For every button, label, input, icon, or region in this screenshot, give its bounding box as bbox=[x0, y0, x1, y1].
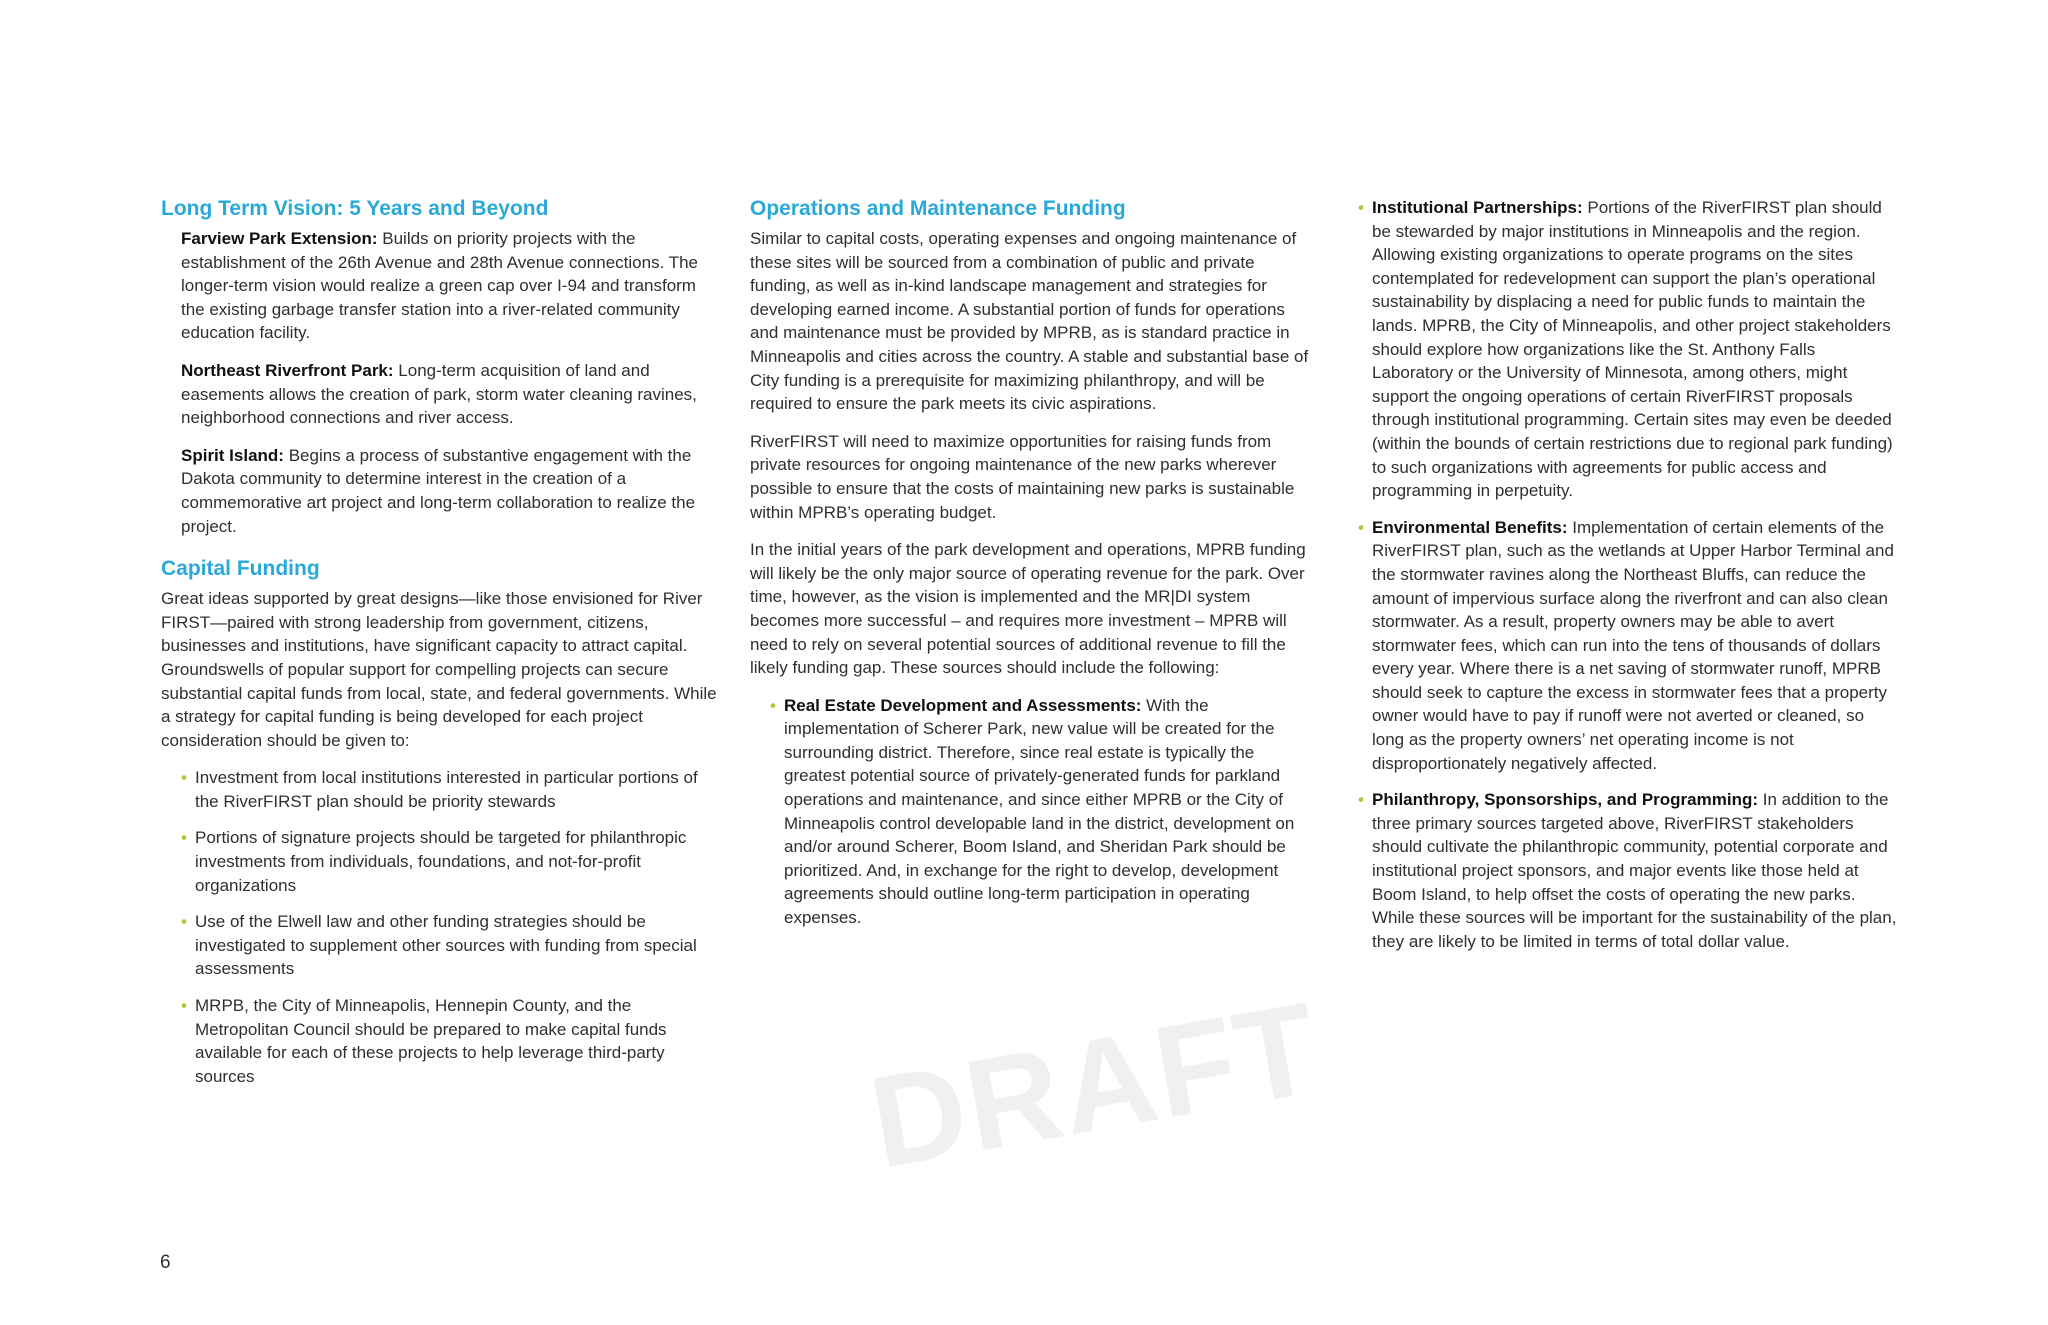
column-left bbox=[161, 196, 721, 1088]
vision-item-spirit-island: Spirit Island: Begins a process of substantive engagement with the Dakota community to determine interest in the creation of a commemorative art project and long-term collaboration to realize the project. bbox=[181, 445, 696, 536]
capital-bullet-list bbox=[161, 766, 721, 1088]
bullet-icon: • bbox=[1358, 517, 1364, 537]
list-item: • Investment from local institutions interested in particular portions of the RiverFIRST plan should be priority stewards bbox=[181, 768, 698, 811]
column-middle bbox=[750, 196, 1310, 930]
bullet-icon: • bbox=[1358, 790, 1364, 810]
vision-items bbox=[161, 227, 721, 538]
bullet-icon: • bbox=[181, 912, 187, 932]
bullet-icon: • bbox=[1358, 198, 1364, 217]
vision-item-farview: Farview Park Extension: Builds on priority projects with the establishment of the 26th Avenue and 28th Avenue connections. The longer-term vision would realize a green cap over I-94 and transform the existing garbage transfer station into a river-related community education facility. bbox=[181, 229, 699, 343]
list-item: • Environmental Benefits: Implementation of certain elements of the RiverFIRST plan, such as the wetlands at Upper Harbor Terminal and the stormwater ravines along the Northeast Bluffs, can reduce the amount of impervious surface along the riverfront and can also clean stormwater. As a result, property owners may be able to avert stormwater fees, which can run into the tens of thousands of dollars every year. Where there is a net saving of stormwater runoff, MPRB should seek to capture the excess in stormwater fees that a property owner would have to pay if runoff were not averted or cleaned, so long as the property owners’ net operating income is not disproportionately negatively affected. bbox=[1358, 517, 1894, 773]
capital-paragraph: Great ideas supported by great designs—like those envisioned for River FIRST—paired with strong leadership from government, citizens, businesses and institutions, have significant capacity to attract capital. Groundswells of popular support for compelling projects can secure substantial capital funds from local, state, and federal governments. While a strategy for capital funding is being developed for each project consideration should be given to: bbox=[161, 589, 717, 750]
list-item: • Use of the Elwell law and other funding strategies should be investigated to supplement other sources with funding from special assessments bbox=[181, 912, 697, 979]
operations-paragraph-3: In the initial years of the park development and operations, MPRB funding will likely be the only major source of operating revenue for the park. Over time, however, as the vision is implemented and the MR|DI system becomes more successful – and requires more investment – MPRB will need to rely on several potential sources of additional revenue to fill the likely funding gap. These sources should include the following: bbox=[750, 540, 1306, 678]
bullet-icon: • bbox=[181, 828, 187, 848]
list-item: • MRPB, the City of Minneapolis, Hennepin County, and the Metropolitan Council should be prepared to make capital funds available for each of these projects to help leverage third-party sources bbox=[181, 996, 667, 1086]
operations-paragraph-2: RiverFIRST will need to maximize opportunities for raising funds from private resources for ongoing maintenance of the new parks wherever possible to ensure that the costs of maintaining new parks is sustainable within MPRB’s operating budget. bbox=[750, 431, 1295, 522]
funding-sources-list bbox=[1358, 196, 1898, 953]
bullet-icon: • bbox=[770, 695, 776, 715]
column-right bbox=[1358, 196, 1898, 953]
vision-heading: Long Term Vision: 5 Years and Beyond bbox=[161, 197, 549, 220]
list-item: • Real Estate Development and Assessments: With the implementation of Scherer Park, new value will be created for the surrounding district. Therefore, since real estate is typically the greatest potential source of privately-generated funds for parkland operations and maintenance, and since either MPRB or the City of Minneapolis control developable land in the district, development on and/or around Scherer, Boom Island, and Sheridan Park should be prioritized. And, in exchange for the right to develop, development agreements should outline long-term participation in operating expenses. bbox=[770, 695, 1295, 928]
list-item: • Philanthropy, Sponsorships, and Programming: In addition to the three primary sources targeted above, RiverFIRST stakeholders should cultivate the philanthropic community, potential corporate and institutional project sponsors, and major events like those held at Boom Island, to help offset the costs of operating the new parks. While these sources will be important for the sustainability of the plan, they are likely to be limited in terms of total dollar value. bbox=[1358, 790, 1897, 951]
bullet-icon: • bbox=[181, 768, 187, 788]
operations-paragraph-1: Similar to capital costs, operating expenses and ongoing maintenance of these sites will be sourced from a combination of public and private funding, as well as in-kind landscape management and strategies for developing earned income. A substantial portion of funds for operations and maintenance must be provided by MPRB, as is standard practice in Minneapolis and cities across the country. A stable and substantial base of City funding is a prerequisite for maximizing philanthropy, and will be required to ensure the park meets its civic aspirations. bbox=[750, 229, 1309, 414]
list-item: • Institutional Partnerships: Portions of the RiverFIRST plan should be stewarded by major institutions in Minneapolis and the region. Allowing existing organizations to operate programs on the sites contemplated for redevelopment can support the plan’s operational sustainability by displacing a need for public funds to maintain the lands. MPRB, the City of Minneapolis, and other project stakeholders should explore how organizations like the St. Anthony Falls Laboratory or the University of Minnesota, among others, might support the ongoing operations of certain RiverFIRST proposals through institutional programming. Certain sites may even be deeded (within the bounds of certain restrictions due to regional park funding) to such organizations with agreements for public access and programming in perpetuity. bbox=[1358, 198, 1893, 501]
bullet-icon: • bbox=[181, 996, 187, 1016]
operations-heading: Operations and Maintenance Funding bbox=[750, 197, 1126, 220]
page-number: 6 bbox=[160, 1252, 171, 1273]
draft-watermark: DRAFT bbox=[860, 973, 1330, 1196]
capital-heading: Capital Funding bbox=[161, 557, 320, 581]
operations-bullet-list bbox=[750, 694, 1310, 930]
vision-item-northeast: Northeast Riverfront Park: Long-term acquisition of land and easements allows the creation of park, storm water cleaning ravines, neighborhood connections and river access. bbox=[181, 360, 697, 428]
list-item: • Portions of signature projects should be targeted for philanthropic investments from individuals, foundations, and not-for-profit organizations bbox=[181, 828, 687, 895]
